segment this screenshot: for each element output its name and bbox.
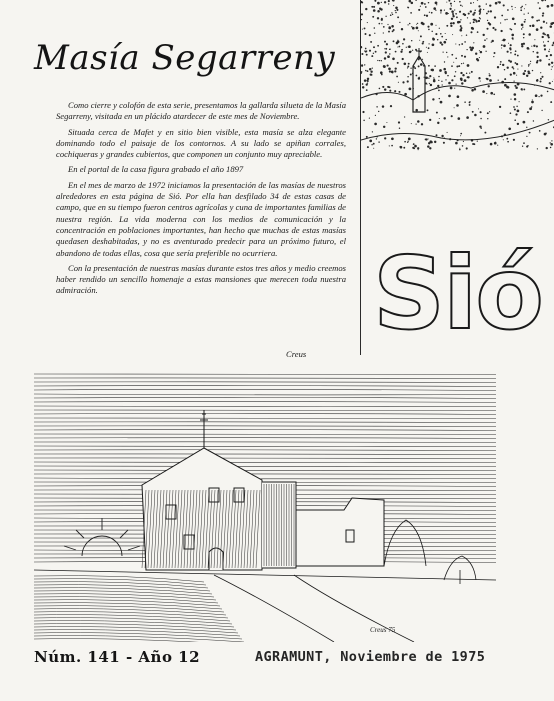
sio-logo: Sió — [373, 235, 542, 352]
illustration-signature: Creus 75 — [370, 626, 396, 634]
farmhouse-illustration — [34, 370, 496, 642]
article-paragraph: Con la presentación de nuestras masías durante estos tres años y medio creemos haber rendido un sencillo homenaje a estas mansiones que merecen toda nuestra admiración. — [56, 262, 346, 296]
trees — [384, 520, 476, 584]
masthead — [360, 0, 554, 355]
article-paragraph: En el mes de marzo de 1972 iniciamos la presentación de las masías de nuestros alrededores en esta página de Sió. Por ella han desfilado 34 de estas casas de campo, que en su tiempo fueron centros agrícolas y cuna de importantes familias de nuestra región. La vida moderna con los medios de comunicación y la concentración en poblaciones importantes, han hecho que muchas de estas masías quedasen deshabitadas, y no es aventurado predecir para un próximo futuro, el abandono de todas ellas, cosa que sería preferible no ocurriera. — [56, 179, 346, 258]
article-title: Masía Segarreny — [34, 38, 336, 78]
article-paragraph: En el portal de la casa figura grabado el año 1897 — [68, 164, 244, 175]
issue-number: Núm. 141 - Año 12 — [34, 648, 201, 666]
author-signature: Creus — [286, 349, 307, 359]
place-and-date: AGRAMUNT, Noviembre de 1975 — [255, 649, 486, 665]
article-body — [56, 100, 346, 301]
masthead-village-drawing — [361, 0, 554, 240]
article-paragraph: Situada cerca de Mafet y en sitio bien visible, esta masía se alza elegante dominando todo el paisaje de los contornos. A su lado se apiñan corrales, cochiqueras y grandes cubiertos, que componen un conjunto muy apreciable. — [56, 126, 346, 160]
article-paragraph: Como cierre y colofón de esta serie, presentamos la gallarda silueta de la Masía Segarreny, visitada en un plácido atardecer de este mes de Noviembre. — [56, 100, 346, 122]
